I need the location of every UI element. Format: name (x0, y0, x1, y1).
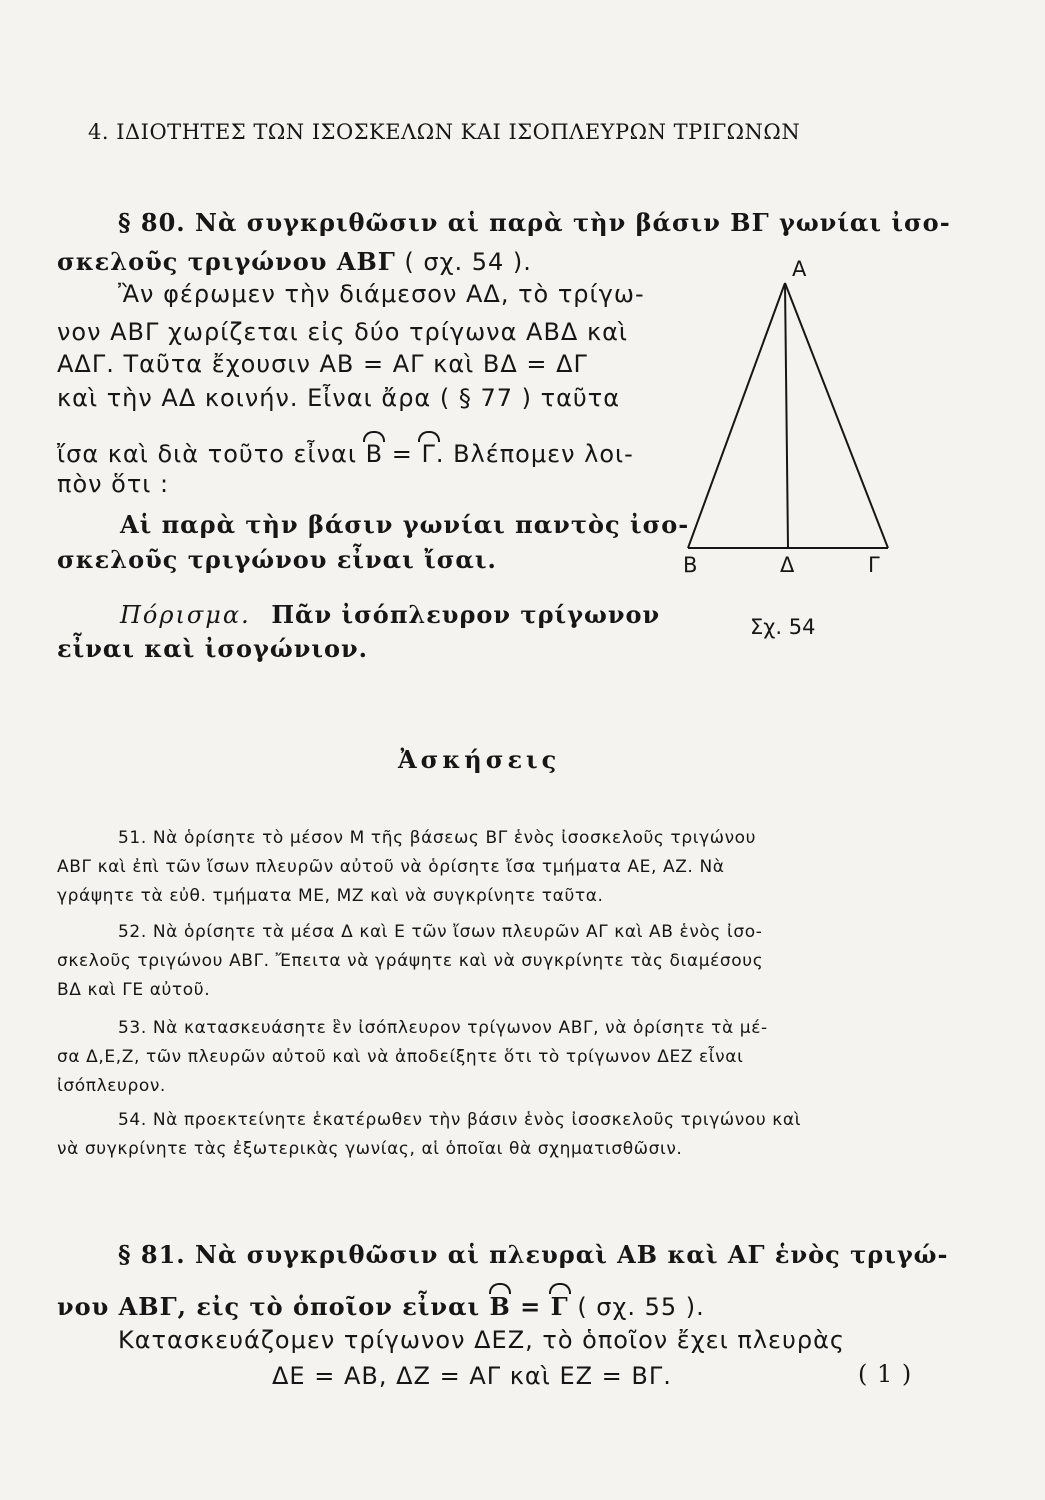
exercises-heading: Ἀσκήσεις (398, 745, 561, 774)
exercise-54-line1: 54. Νὰ προεκτείνητε ἑκατέρωθεν τὴν βάσιν ἑνὸς ἰσοσκελοῦς τριγώνου καὶ (118, 1110, 802, 1130)
exercise-51-line3: γράψητε τὰ εὐθ. τμήματα ΜΕ, ΜΖ καὶ νὰ συγκρίνητε ταῦτα. (57, 886, 604, 906)
exercise-54-line2: νὰ συγκρίνητε τὰς ἐξωτερικὰς γωνίας, αἱ ὁποῖαι θὰ σχηματισθῶσιν. (57, 1139, 683, 1159)
section-80-para-line5-a: ἴσα καὶ διὰ τοῦτο εἶναι (57, 440, 366, 468)
median-ad (785, 283, 788, 548)
side-ab (688, 283, 785, 548)
section-80-para-line1: Ἂν φέρωμεν τὴν διάμεσον ΑΔ, τὸ τρίγω- (118, 280, 645, 308)
exercise-53-line2: σα Δ,Ε,Ζ, τῶν πλευρῶν αὐτοῦ καὶ νὰ ἀποδείξητε ὅτι τὸ τρίγωνον ΔΕΖ εἶναι (57, 1047, 744, 1067)
exercise-52-line2: σκελοῦς τριγώνου ΑΒΓ. Ἔπειτα νὰ γράψητε καὶ νὰ συγκρίνητε τὰς διαμέσους (57, 951, 764, 971)
vertex-b-label: Β (683, 553, 698, 577)
angle-b: Β (365, 440, 384, 468)
corollary-line2: εἶναι καὶ ἰσογώνιον. (57, 634, 369, 663)
corollary-label: Πόρισμα. (120, 601, 251, 629)
theorem-line2: σκελοῦς τριγώνου εἶναι ἴσαι. (57, 545, 497, 574)
section-80-title-bold: σκελοῦς τριγώνου ΑΒΓ (57, 247, 396, 276)
angle-g: Γ (421, 440, 436, 468)
section-80-para-line4: καὶ τὴν ΑΔ κοινήν. Εἶναι ἄρα ( § 77 ) ταῦτα (57, 384, 621, 412)
section-80-para-line3: ΑΔΓ. Ταῦτα ἔχουσιν ΑΒ = ΑΓ καὶ ΒΔ = ΔΓ (57, 350, 588, 378)
side-ag (785, 283, 888, 548)
exercise-53-line3: ἰσόπλευρον. (57, 1076, 166, 1096)
equals-sign-81: = (510, 1292, 551, 1321)
equation-number: ( 1 ) (858, 1360, 913, 1388)
section-81-title-line2-a: νου ΑΒΓ, εἰς τὸ ὁποῖον εἶναι (57, 1292, 490, 1321)
vertex-g-label: Γ (868, 553, 880, 577)
point-d-label: Δ (780, 553, 795, 577)
angle-b-81: Β (489, 1292, 511, 1321)
exercise-51-line1: 51. Νὰ ὁρίσητε τὸ μέσον Μ τῆς βάσεως ΒΓ ἑνὸς ἰσοσκελοῦς τριγώνου (118, 828, 757, 848)
section-81-para-line1: Κατασκευάζομεν τρίγωνον ΔΕΖ, τὸ ὁποῖον ἔχει πλευρὰς (118, 1326, 846, 1354)
section-80-para-line5-b: . Βλέπομεν λοι- (435, 440, 634, 468)
exercise-52-line3: ΒΔ καὶ ΓΕ αὐτοῦ. (57, 980, 211, 1000)
exercise-53-line1: 53. Νὰ κατασκευάσητε ἓν ἰσόπλευρον τρίγωνον ΑΒΓ, νὰ ὁρίσητε τὰ μέ- (118, 1018, 768, 1038)
section-81-figure-ref: ( σχ. 55 ). (568, 1293, 705, 1321)
section-80-para-line2: νον ΑΒΓ χωρίζεται εἰς δύο τρίγωνα ΑΒΔ καὶ (57, 318, 629, 346)
section-81-title-line1: § 81. Νὰ συγκριθῶσιν αἱ πλευραὶ ΑΒ καὶ ΑΓ ἑνὸς τριγώ- (118, 1240, 949, 1269)
vertex-a-label: Α (792, 257, 807, 281)
chapter-heading: 4. ΙΔΙΟΤΗΤΕΣ ΤΩΝ ΙΣΟΣΚΕΛΩΝ ΚΑΙ ΙΣΟΠΛΕΥΡΩΝ ΤΡΙΓΩΝΩΝ (88, 120, 801, 144)
exercise-51-line2: ΑΒΓ καὶ ἐπὶ τῶν ἴσων πλευρῶν αὐτοῦ νὰ ὁρίσητε ἴσα τμήματα ΑΕ, ΑΖ. Νὰ (57, 857, 725, 877)
section-81-equation: ΔΕ = ΑΒ, ΔΖ = ΑΓ καὶ ΕΖ = ΒΓ. (272, 1362, 672, 1390)
section-80-title-line1: § 80. Νὰ συγκριθῶσιν αἱ παρὰ τὴν βάσιν ΒΓ γωνίαι ἰσο- (118, 208, 951, 237)
section-80-para-line6: πὸν ὅτι : (57, 470, 170, 498)
corollary-text: Πᾶν ἰσόπλευρον τρίγωνον (271, 600, 661, 629)
section-80-figure-ref: ( σχ. 54 ). (395, 248, 532, 276)
exercise-52-line1: 52. Νὰ ὁρίσητε τὰ μέσα Δ καὶ Ε τῶν ἴσων πλευρῶν ΑΓ καὶ ΑΒ ἑνὸς ἰσο- (118, 922, 763, 942)
theorem-line1: Αἱ παρὰ τὴν βάσιν γωνίαι παντὸς ἰσο- (120, 510, 690, 539)
figure-caption: Σχ. 54 (750, 615, 816, 639)
section-81-title-line2 (57, 1292, 705, 1321)
equals-sign: = (383, 440, 422, 468)
angle-g-81: Γ (550, 1292, 569, 1321)
